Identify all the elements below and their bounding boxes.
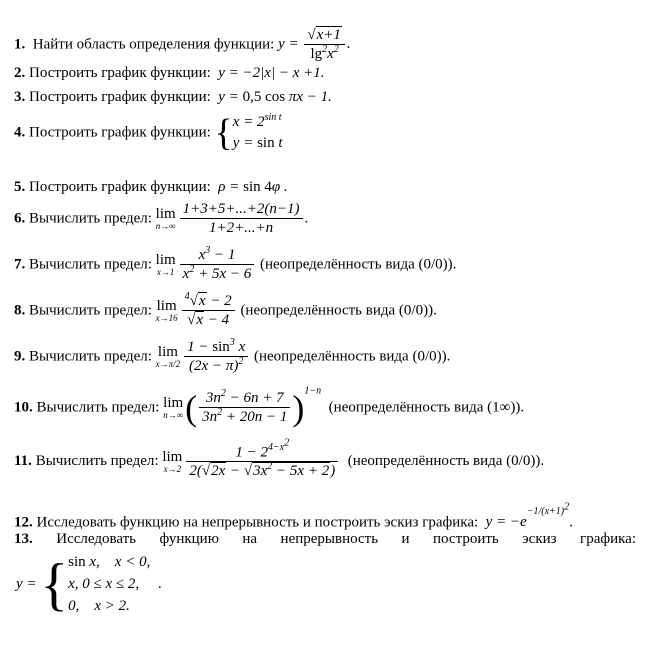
problem-1 [14,28,351,62]
problem-number: 2. [14,65,26,81]
problem-note: (неопределённость вида (0/0)). [253,348,451,365]
problem-text: Вычислить предел: [29,256,152,273]
problem-11: 11. Вычислить предел: lim x→2 $\frac{1 - 2^{4-x^2}}{2(√2x - √3x^2 - 5x + 2)}$ (неопределённость вида (0/0)). [14,438,545,480]
problem-number: 8. [14,302,26,319]
problem-4: 4. Построить график функции: {$x = 2^{sin t}$ y = sin t [14,112,283,154]
problem-number: 3. [14,89,26,105]
formula: ρ = sin 4φ . [214,179,288,195]
problem-7: 7. Вычислить предел: lim x→1 $\frac{x^3 - 1}{x^2 + 5x - 6}$ (неопределённость вида (0/0)). [14,245,457,282]
formula: y = 0,5 cos πx − 1. [214,89,332,105]
problem-text: Вычислить предел: [35,453,159,470]
problem-number: 13. [14,531,33,547]
problem-13 [14,532,636,547]
problem-note: (неопределённость вида (0/0)). [347,453,545,470]
problem-text: Исследовать функцию на непрерывность и построить эскиз графика: [56,531,636,547]
problem-note: (неопределённость вида (0/0)). [240,302,437,319]
problem-text: Исследовать функцию на непрерывность и построить эскиз графика: [36,514,479,531]
problem-number: 11. [14,453,32,470]
problem-text: Построить график функции: [29,179,211,195]
problem-number: 7. [14,256,26,273]
formula: $x = 2^{sin t}$ y = sin t [232,112,283,151]
problem-10: 10. Вычислить предел: lim n→∞ ( $\frac{3n^2 - 6n + 7}{3n^2 + 20n - 1}$ )$^{1-n}$ (неопределённость вида (1∞)). [14,385,525,428]
problem-text: Вычислить предел: [29,302,152,319]
problem-text: Построить график функции: [29,124,211,141]
problem-text: Вычислить предел: [29,348,152,365]
problem-number: 9. [14,348,26,365]
problem-text: Построить график функции: [29,65,211,81]
problem-number: 5. [14,179,26,195]
problem-text: Вычислить предел: [36,399,160,416]
problem-number: 10. [14,399,33,416]
formula: y = −2|x| − x +1. [214,65,325,81]
problem-note: (неопределённость вида (1∞)). [328,399,525,416]
problem-5 [14,180,288,195]
problem-2 [14,66,325,81]
formula: $y = -e^{-1/(x+1)^2}$ [481,502,570,531]
problem-number: 1. [14,36,26,53]
formula: y = $\frac{√x+1}{\lg^2x^2}$ . [278,27,351,62]
problem-number: 4. [14,124,26,141]
problem-number: 6. [14,210,26,227]
problem-text: Построить график функции: [29,89,211,105]
problem-3 [14,90,332,105]
problem-9: 9. Вычислить предел: lim x→π/2 $\frac{1 - \sin^3 x}{(2x - \pi)^2}$ (неопределённость вида (0/0)). [14,337,451,374]
problem-8: 8. Вычислить предел: lim x→16 $\frac{^4√x - 2}{√x - 4}$ (неопределённость вида (0/0)). [14,291,437,328]
problem-note: (неопределённость вида (0/0)). [260,256,457,273]
problem-text: Найти область определения функции: [32,36,275,53]
problem-6: 6. Вычислить предел: lim n→∞ $\frac{1+3+5+...+2(n-1)}{1+2+...+n}$ . [14,201,309,236]
problem-number: 12. [14,514,33,531]
problem-13-formula: y = {sin x, x < 0, x, 0 ≤ x ≤ 2, 0, x > 2. . [16,551,162,617]
problem-12: 12. Исследовать функцию на непрерывность и построить эскиз графика: $y = -e^{-1/(x+1)^2}$. [14,502,573,531]
problem-text: Вычислить предел: [29,210,152,227]
